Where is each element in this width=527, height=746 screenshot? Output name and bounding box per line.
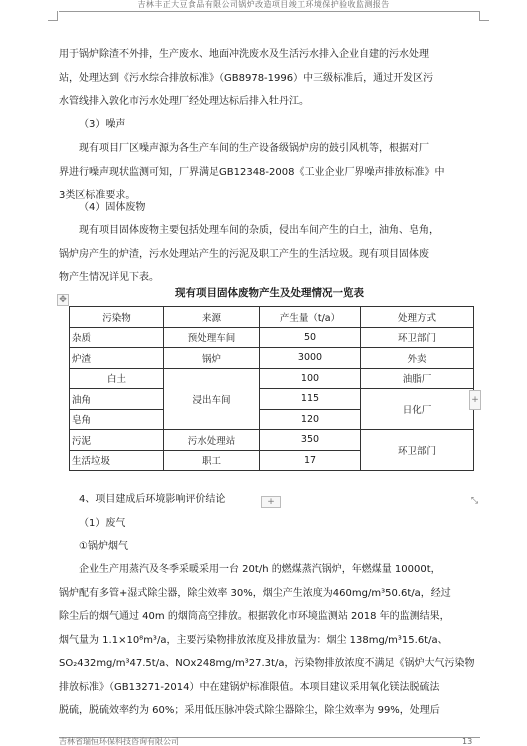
table-row (70, 389, 474, 410)
table-row (70, 348, 474, 369)
column-header: 来源 (164, 307, 260, 328)
cell-pollutant: 污泥 (70, 430, 164, 451)
table-resize-handle[interactable]: ⤡ (470, 496, 479, 506)
table-move-handle[interactable]: ✥ (57, 294, 69, 306)
text-line: 排放标准》（GB13271-2014）中在建锅炉标准限值。本项目建议采用氧化镁法脱硫法 (59, 681, 440, 693)
cell-amount: 350 (260, 430, 361, 451)
cell-treatment: 环卫部门 (361, 327, 474, 348)
cell-treatment: 环卫部门 (361, 430, 474, 471)
text-line: 企业生产用蒸汽及冬季采暖采用一台 20t/h 的燃煤蒸汽锅炉，年燃煤量 10000t， (79, 564, 441, 575)
text-line: 界进行噪声现状监测可知，厂界满足GB12348-2008《工业企业厂界噪声排放标准》中 (59, 166, 445, 178)
add-row-button[interactable]: + (261, 496, 281, 508)
cell-amount: 120 (260, 409, 361, 430)
crop-mark-top-right (479, 11, 489, 21)
cell-amount: 50 (260, 327, 361, 348)
text-line: 除尘后的烟气通过 40m 的烟筒高空排放。根据敦化市环境监测站 2018 年的监测结果， (59, 611, 450, 622)
table-header-row (70, 307, 474, 328)
cell-amount: 17 (260, 450, 361, 471)
cell-pollutant: 油角 (70, 389, 164, 410)
add-column-button[interactable]: + (469, 390, 481, 410)
page-number: 13 (462, 737, 473, 746)
footer-company: 吉林省瑞恒环保科技咨询有限公司 (59, 737, 179, 746)
solid-waste-table (69, 306, 474, 471)
paragraph-boiler (59, 558, 480, 723)
heading-noise (59, 113, 500, 137)
text-line: 脱硫，脱硫效率约为 60%；采用低压脉冲袋式除尘器除尘，除尘效率为 99%，处理后 (59, 705, 440, 716)
text-line: 现有项目固体废物主要包括处理车间的杂质，侵出车间产生的白土，油角、皂角， (79, 225, 439, 236)
cell-source: 预处理车间 (164, 327, 260, 348)
cell-source: 浸出车间 (164, 368, 260, 430)
text-line: 水管线排入敦化市污水处理厂经处理达标后排入牡丹江。 (59, 96, 309, 107)
paragraph-solid-waste (59, 219, 480, 290)
heading-exhaust-gas (59, 512, 500, 536)
heading-text: （3）噪声 (79, 119, 126, 130)
cell-source: 职工 (164, 450, 260, 471)
paragraph-wastewater (59, 43, 480, 114)
crop-mark-top-left (48, 11, 58, 21)
cell-amount: 115 (260, 389, 361, 410)
header-rule (59, 11, 480, 12)
cell-treatment: 日化厂 (361, 389, 474, 430)
text-line: SO₂432mg/m³47.5t/a、NOx248mg/m³27.3t/a，污染物排放浓度不满足《锅炉大气污染物 (59, 658, 475, 669)
heading-text: 4、项目建成后环境影响评价结论 (79, 494, 226, 505)
section-4-heading (79, 488, 259, 512)
cell-amount: 100 (260, 368, 361, 389)
cell-source: 锅炉 (164, 348, 260, 369)
text-line: 用于锅炉除渣不外排，生产废水、地面冲洗废水及生活污水排入企业自建的污水处理 (59, 49, 429, 60)
cell-pollutant: 白土 (70, 368, 164, 389)
heading-text: （4）固体废物 (79, 202, 146, 213)
table-row (70, 327, 474, 348)
cell-amount: 3000 (260, 348, 361, 369)
column-header: 污染物 (70, 307, 164, 328)
table-row (70, 368, 474, 389)
cell-pollutant: 杂质 (70, 327, 164, 348)
text-line: 锅炉配有多管+湿式除尘器，除尘效率 30%，烟尘产生浓度为460mg/m³50.6t/a，经过 (59, 587, 451, 599)
text-line: 现有项目厂区噪声源为各生产车间的生产设备级锅炉房的鼓引风机等，根据对厂 (79, 143, 429, 154)
text-line: 3类区标准要求。 (59, 190, 136, 201)
column-header: 处理方式 (361, 307, 474, 328)
page-header: 吉林丰正大豆食品有限公司锅炉改造项目竣工环境保护验收监测报告 (137, 0, 390, 9)
heading-text: ①锅炉烟气 (79, 541, 128, 552)
cell-pollutant: 皂角 (70, 409, 164, 430)
heading-boiler-flue-gas (59, 535, 500, 559)
column-header: 产生量（t/a） (260, 307, 361, 328)
table-row (70, 430, 474, 451)
table-title: 现有项目固体废物产生及处理情况一览表 (175, 287, 364, 299)
text-line: 锅炉房产生的炉渣，污水处理站产生的污泥及职工产生的生活垃圾。现有项目固体废 (59, 248, 429, 260)
cell-source: 污水处理站 (164, 430, 260, 451)
text-line: 物产生情况详见下表。 (59, 272, 159, 283)
heading-text: （1）废气 (79, 518, 126, 529)
text-line: 烟气量为 1.1×10⁸m³/a，主要污染物排放浓度及排放量为：烟尘 138mg/m³15.6t/a、 (59, 634, 448, 646)
cell-pollutant: 生活垃圾 (70, 450, 164, 471)
cell-treatment: 油脂厂 (361, 368, 474, 389)
heading-solid-waste (59, 196, 500, 220)
cell-pollutant: 炉渣 (70, 348, 164, 369)
cell-treatment: 外卖 (361, 348, 474, 369)
text-line: 站，处理达到《污水综合排放标准》（GB8978-1996）中三级标准后，通过开发区污 (59, 72, 434, 84)
